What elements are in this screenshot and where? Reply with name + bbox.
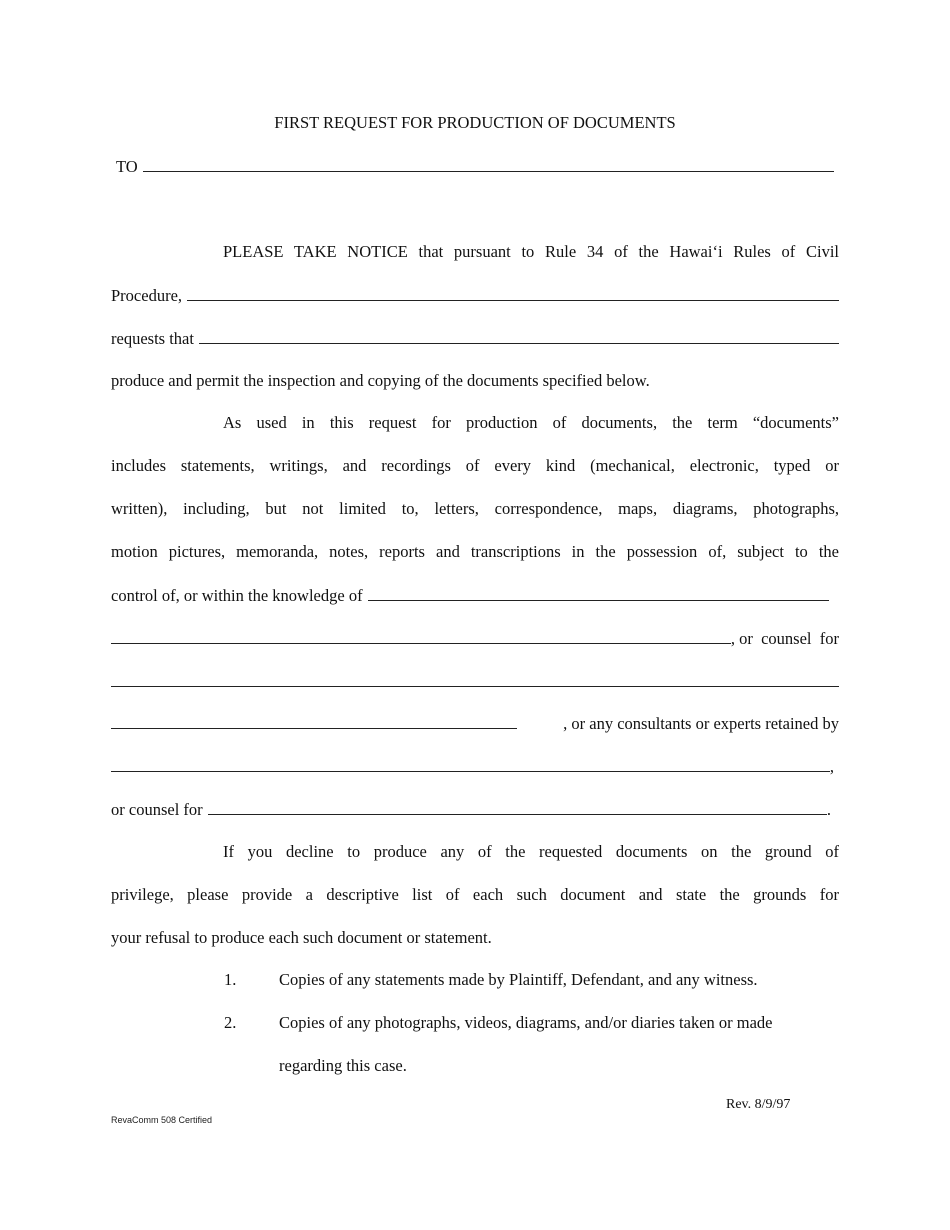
comma-label: ,: [829, 757, 834, 776]
requests-that-label: requests that: [111, 329, 194, 348]
counsel-for-blank: [208, 797, 827, 815]
definition-line-4: motion pictures, memoranda, notes, reports and transcriptions in the possession of, subject to the: [111, 542, 839, 561]
certification-note: RevaComm 508 Certified: [111, 1115, 213, 1125]
item-number: 1.: [224, 970, 237, 989]
definition-line-1: As used in this request for production of documents, the term “documents”: [223, 413, 839, 432]
definition-line-8: [111, 711, 839, 735]
document-title: FIRST REQUEST FOR PRODUCTION OF DOCUMENTS: [274, 113, 676, 132]
privilege-line-3: your refusal to produce each such document or statement.: [111, 928, 492, 947]
knowledge-party-blank: [368, 583, 829, 601]
privilege-line-2: privilege, please provide a descriptive list of each such document and state the grounds for: [111, 885, 839, 904]
definition-line-10: [111, 797, 831, 821]
notice-line-1: PLEASE TAKE NOTICE that pursuant to Rule 34 of the Hawai‘i Rules of Civil: [223, 242, 839, 261]
definition-line-7: [111, 669, 839, 693]
period-label: .: [826, 800, 831, 819]
notice-line-3: [111, 326, 839, 350]
definition-line-3: written), including, but not limited to, letters, correspondence, maps, diagrams, photographs,: [111, 499, 839, 518]
list-item-continuation: [0, 1054, 950, 1078]
item-text: regarding this case.: [279, 1056, 407, 1075]
counsel-blank-2: [111, 711, 517, 729]
revision-date: Rev. 8/9/97: [726, 1097, 791, 1112]
definition-line-2: includes statements, writings, and recordings of every kind (mechanical, electronic, typed or: [111, 456, 839, 475]
responding-party-blank: [199, 326, 839, 344]
definition-line-6: [111, 626, 839, 650]
list-item: [0, 968, 950, 992]
item-text: Copies of any statements made by Plaintiff, Defendant, and any witness.: [279, 970, 758, 989]
notice-line-4: produce and permit the inspection and copying of the documents specified below.: [111, 371, 650, 390]
privilege-line-1: If you decline to produce any of the requested documents on the ground of: [223, 842, 839, 861]
or-counsel-for-label: , or counsel for: [730, 629, 839, 648]
requesting-party-blank: [187, 283, 839, 301]
list-item: [0, 1011, 950, 1035]
knowledge-of-label: control of, or within the knowledge of: [111, 586, 363, 605]
consultants-label: , or any consultants or experts retained by: [563, 714, 839, 733]
definition-line-5: [111, 583, 829, 607]
to-line: [116, 154, 834, 178]
definition-line-9: [111, 754, 834, 778]
or-counsel-for-label-2: or counsel for: [111, 800, 203, 819]
notice-line-2: [111, 283, 839, 307]
to-label: TO: [116, 157, 138, 176]
procedure-label: Procedure,: [111, 286, 183, 305]
party-blank-2: [111, 626, 731, 644]
to-blank: [143, 154, 834, 172]
experts-blank: [111, 754, 830, 772]
counsel-blank: [111, 669, 839, 687]
item-number: 2.: [224, 1013, 237, 1032]
item-text: Copies of any photographs, videos, diagrams, and/or diaries taken or made: [279, 1013, 773, 1032]
